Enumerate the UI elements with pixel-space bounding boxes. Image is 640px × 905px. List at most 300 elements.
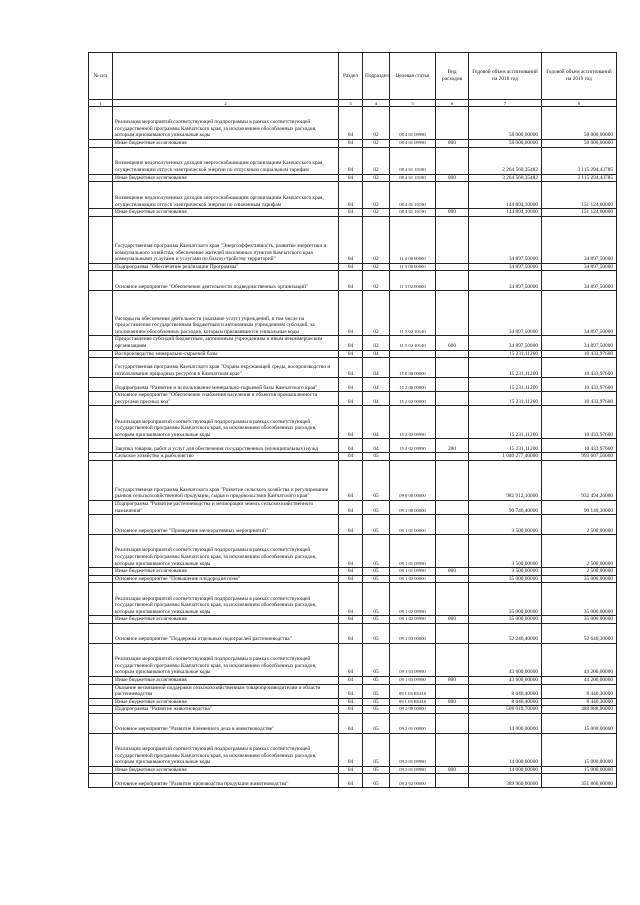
budget-table (88, 52, 617, 788)
row-number (89, 515, 113, 535)
row-name: Основное мероприятие "Развитие племенного дела в животноводстве" (113, 713, 339, 733)
row-podrazdel: 04 (363, 406, 390, 439)
row-name: Иные бюджетные ассигнования (113, 140, 339, 148)
row-podrazdel: 02 (363, 147, 390, 174)
row-expense-type (436, 271, 469, 291)
row-target-article: 09 1 03 R5410 (390, 698, 436, 706)
row-name: Сельское хозяйство и рыболовство (113, 453, 339, 461)
row-podrazdel: 02 (363, 182, 390, 209)
row-target-article: 15 2 02 00000 (390, 392, 436, 406)
row-name: Основное мероприятие "Проведение мелиоративных мероприятий" (113, 515, 339, 535)
row-target-article: 09 1 00 00000 (390, 500, 436, 514)
row-amount-2018: 58 000,00000 (469, 140, 542, 148)
row-number (89, 575, 113, 583)
column-index-row (89, 100, 617, 107)
table-row (89, 140, 617, 148)
row-expense-type (436, 291, 469, 336)
row-amount-2018: 34 897,50000 (469, 216, 542, 263)
column-index: 7 (469, 100, 542, 107)
row-razdel: 04 (339, 568, 363, 576)
table-row (89, 583, 617, 616)
row-razdel: 04 (339, 107, 363, 140)
row-name: Иные бюджетные ассигнования (113, 209, 339, 217)
row-expense-type (436, 460, 469, 500)
row-razdel: 04 (339, 392, 363, 406)
row-number (89, 713, 113, 733)
row-target-article: 08 4 01 10180 (390, 147, 436, 174)
row-razdel: 04 (339, 515, 363, 535)
row-expense-type: 800 (436, 616, 469, 624)
row-amount-2018: 34 897,50000 (469, 336, 542, 350)
table-row (89, 515, 617, 535)
row-amount-2018: 34 897,50000 (469, 263, 542, 271)
row-amount-2018: 34 897,50000 (469, 291, 542, 336)
row-expense-type (436, 358, 469, 378)
row-amount-2019: 8 440,30000 (542, 698, 617, 706)
row-expense-type (436, 406, 469, 439)
column-index: 3 (339, 100, 363, 107)
row-target-article: 11 0 00 00000 (390, 216, 436, 263)
row-amount-2018: 35 000,00000 (469, 616, 542, 624)
row-razdel: 04 (339, 263, 363, 271)
row-amount-2018: 3 500,00000 (469, 515, 542, 535)
row-name: Основное мероприятие "Поддержка отдельных подотраслей растениеводства" (113, 623, 339, 643)
row-amount-2019: 488 888,90000 (542, 706, 617, 714)
row-podrazdel: 05 (363, 460, 390, 500)
header-expense-type: Вид расходов (436, 53, 469, 100)
row-target-article (390, 350, 436, 358)
row-podrazdel: 04 (363, 378, 390, 392)
row-amount-2019: 35 000,00000 (542, 616, 617, 624)
row-amount-2018: 3 264 560,35482 (469, 174, 542, 182)
row-amount-2018: 15 231,11200 (469, 378, 542, 392)
row-target-article: 09 1 03 00000 (390, 623, 436, 643)
row-target-article: 09 2 01 09990 (390, 766, 436, 774)
row-amount-2019: 52 640,30000 (542, 623, 617, 643)
row-razdel: 04 (339, 676, 363, 684)
table-row (89, 263, 617, 271)
column-index: 2 (113, 100, 339, 107)
table-row (89, 453, 617, 461)
row-target-article: 15 2 02 09990 (390, 439, 436, 453)
row-name: Иные бюджетные ассигнования (113, 174, 339, 182)
row-amount-2019: 3 115 294,43785 (542, 174, 617, 182)
row-podrazdel: 05 (363, 774, 390, 788)
row-podrazdel: 02 (363, 209, 390, 217)
table-row (89, 706, 617, 714)
row-razdel: 04 (339, 623, 363, 643)
table-row (89, 406, 617, 439)
row-expense-type (436, 774, 469, 788)
row-number (89, 378, 113, 392)
row-amount-2018: 14 000,00000 (469, 733, 542, 766)
row-name: Реализация мероприятий соответствующей подпрограммы в рамках соответствующей государственной программы Камчатского края, за исключением обособленных расходов, которым присваиваются уникальные коды (113, 535, 339, 568)
row-razdel: 04 (339, 216, 363, 263)
row-amount-2018: 3 500,00000 (469, 535, 542, 568)
row-expense-type: 200 (436, 439, 469, 453)
row-expense-type (436, 733, 469, 766)
table-row (89, 575, 617, 583)
row-number (89, 623, 113, 643)
row-target-article (390, 453, 436, 461)
header-num: № п/п (89, 53, 113, 100)
row-target-article: 11 5 02 10140 (390, 291, 436, 336)
row-amount-2018: 389 960,00000 (469, 774, 542, 788)
row-amount-2019: 10 433,97600 (542, 350, 617, 358)
row-target-article: 11 5 00 00000 (390, 263, 436, 271)
table-row (89, 460, 617, 500)
row-number (89, 733, 113, 766)
row-expense-type: 800 (436, 766, 469, 774)
row-razdel: 04 (339, 336, 363, 350)
row-amount-2019: 34 897,50000 (542, 271, 617, 291)
table-row (89, 350, 617, 358)
row-target-article: 15 0 00 00000 (390, 358, 436, 378)
row-amount-2018: 15 231,11200 (469, 406, 542, 439)
row-razdel: 04 (339, 500, 363, 514)
row-amount-2019: 58 000,00000 (542, 140, 617, 148)
row-podrazdel: 05 (363, 698, 390, 706)
row-podrazdel: 02 (363, 291, 390, 336)
row-name: Подпрограмма "Развитие растениеводства и мелиорации земель сельскохозяйственного назначения" (113, 500, 339, 514)
row-amount-2019: 151 124,60000 (542, 209, 617, 217)
row-amount-2019: 10 433,97600 (542, 358, 617, 378)
row-podrazdel: 02 (363, 174, 390, 182)
row-expense-type (436, 623, 469, 643)
row-name: Подпрограмма "Обеспечение реализации Программы" (113, 263, 339, 271)
row-podrazdel: 05 (363, 453, 390, 461)
table-row (89, 568, 617, 576)
row-amount-2019: 35 000,00000 (542, 575, 617, 583)
row-razdel: 04 (339, 182, 363, 209)
table-row (89, 174, 617, 182)
table-row (89, 271, 617, 291)
row-name: Основное мероприятие "Обеспечение снабжения населения и объектов промышленности ресурсами пресных вод" (113, 392, 339, 406)
row-amount-2019: 34 897,50000 (542, 291, 617, 336)
row-number (89, 643, 113, 676)
row-amount-2019: 2 500,00000 (542, 535, 617, 568)
row-target-article: 09 1 02 09990 (390, 583, 436, 616)
table-row (89, 766, 617, 774)
row-number (89, 676, 113, 684)
row-podrazdel: 05 (363, 568, 390, 576)
row-name: Основное мероприятие "Обеспечение деятельности подведомственных организаций" (113, 271, 339, 291)
row-number (89, 140, 113, 148)
row-podrazdel: 05 (363, 535, 390, 568)
row-amount-2018: 52 246,40000 (469, 623, 542, 643)
row-expense-type (436, 350, 469, 358)
row-podrazdel: 04 (363, 439, 390, 453)
row-amount-2019: 15 000,00000 (542, 766, 617, 774)
row-target-article: 09 2 00 00000 (390, 706, 436, 714)
row-number (89, 684, 113, 698)
table-row (89, 643, 617, 676)
row-expense-type (436, 706, 469, 714)
row-podrazdel: 05 (363, 684, 390, 698)
row-expense-type (436, 713, 469, 733)
row-amount-2019: 351 860,60000 (542, 774, 617, 788)
row-name: Основное мероприятие "Повышение плодородия почв" (113, 575, 339, 583)
row-number (89, 766, 113, 774)
row-number (89, 706, 113, 714)
row-name: Возмещение недополученных доходов энергоснабжающим организациям Камчатского края, осуществляющим отпуск электрической энергии по отпускным социальным тарифам (113, 147, 339, 174)
row-name: Иные бюджетные ассигнования (113, 676, 339, 684)
row-expense-type (436, 575, 469, 583)
row-podrazdel: 05 (363, 616, 390, 624)
row-amount-2018: 982 912,10000 (469, 460, 542, 500)
table-row (89, 378, 617, 392)
row-amount-2018: 90 746,40000 (469, 500, 542, 514)
row-podrazdel: 05 (363, 733, 390, 766)
column-index: 8 (542, 100, 617, 107)
row-target-article: 09 1 03 09990 (390, 643, 436, 676)
table-row (89, 358, 617, 378)
row-number (89, 616, 113, 624)
row-amount-2018: 144 894,10000 (469, 182, 542, 209)
row-expense-type: 800 (436, 140, 469, 148)
row-target-article: 09 1 03 09990 (390, 676, 436, 684)
budget-sheet (88, 52, 616, 788)
row-amount-2018: 15 231,11200 (469, 439, 542, 453)
row-amount-2019: 44 200,00000 (542, 643, 617, 676)
row-expense-type (436, 535, 469, 568)
row-podrazdel: 04 (363, 350, 390, 358)
row-number (89, 568, 113, 576)
row-amount-2019: 34 897,50000 (542, 263, 617, 271)
row-amount-2019: 34 897,50000 (542, 336, 617, 350)
row-amount-2018: 43 600,00000 (469, 676, 542, 684)
row-razdel: 04 (339, 147, 363, 174)
row-razdel: 04 (339, 209, 363, 217)
row-razdel: 04 (339, 535, 363, 568)
row-razdel: 04 (339, 616, 363, 624)
row-amount-2018: 43 600,00000 (469, 643, 542, 676)
row-amount-2019: 993 607,56000 (542, 453, 617, 461)
row-podrazdel: 02 (363, 263, 390, 271)
row-name: Реализация мероприятий соответствующей подпрограммы в рамках соответствующей государственной программы Камчатского края, за исключением обособленных расходов, которым присваиваются уникальные коды (113, 733, 339, 766)
row-name: Расходы на обеспечение деятельности (оказание услуг) учреждений, в том числе на предоставление государственным бюджетным и автономным учреждениям субсидий, за исключением обособленных расходов, которым присваиваются уникальные коды (113, 291, 339, 336)
row-amount-2018: 58 000,00000 (469, 107, 542, 140)
row-target-article: 09 1 01 09990 (390, 535, 436, 568)
row-razdel: 04 (339, 439, 363, 453)
row-amount-2019: 35 000,00000 (542, 583, 617, 616)
table-row (89, 535, 617, 568)
header-target-article: Целевая статья (390, 53, 436, 100)
row-razdel: 04 (339, 774, 363, 788)
row-razdel: 04 (339, 766, 363, 774)
row-name: Предоставление субсидий бюджетным, автономным учреждениям и иным некоммерческим организациям (113, 336, 339, 350)
row-podrazdel: 04 (363, 392, 390, 406)
row-amount-2018: 14 000,00000 (469, 713, 542, 733)
table-row (89, 336, 617, 350)
row-name: Иные бюджетные ассигнования (113, 766, 339, 774)
column-index: 4 (363, 100, 390, 107)
row-razdel: 04 (339, 684, 363, 698)
row-target-article: 08 4 01 10190 (390, 182, 436, 209)
row-target-article: 09 2 01 09990 (390, 733, 436, 766)
row-amount-2018: 508 019,70000 (469, 706, 542, 714)
row-razdel: 04 (339, 698, 363, 706)
row-expense-type: 800 (436, 568, 469, 576)
row-razdel: 04 (339, 174, 363, 182)
row-target-article: 15 2 02 09990 (390, 406, 436, 439)
header-razdel: Раздел (339, 53, 363, 100)
row-name: Подпрограмма "Развитие и использование минерально-сырьевой базы Камчатского края" (113, 378, 339, 392)
row-amount-2019: 10 433,97600 (542, 392, 617, 406)
row-amount-2019: 3 115 294,43785 (542, 147, 617, 174)
row-number (89, 460, 113, 500)
row-number (89, 392, 113, 406)
row-amount-2018: 35 000,00000 (469, 583, 542, 616)
row-amount-2018: 2 264 560,35482 (469, 147, 542, 174)
row-name: Реализация мероприятий соответствующей подпрограммы в рамках соответствующей государственной программы Камчатского края, за исключением обособленных расходов, которым присваиваются уникальные коды (113, 583, 339, 616)
row-razdel: 04 (339, 733, 363, 766)
column-index: 6 (436, 100, 469, 107)
row-number (89, 216, 113, 263)
row-amount-2019: 2 500,00000 (542, 515, 617, 535)
row-number (89, 698, 113, 706)
row-number (89, 500, 113, 514)
row-amount-2019: 58 000,00000 (542, 107, 617, 140)
row-razdel: 04 (339, 575, 363, 583)
row-amount-2018: 15 231,11200 (469, 350, 542, 358)
row-amount-2019: 8 440,30000 (542, 684, 617, 698)
row-number (89, 107, 113, 140)
row-razdel: 04 (339, 140, 363, 148)
row-target-article: 08 4 01 09990 (390, 140, 436, 148)
row-name: Иные бюджетные ассигнования (113, 698, 339, 706)
row-podrazdel: 05 (363, 623, 390, 643)
table-row (89, 107, 617, 140)
row-target-article: 09 1 01 00000 (390, 515, 436, 535)
header-amount-2018: Годовой объем ассигнований на 2018 год (469, 53, 542, 100)
row-expense-type (436, 500, 469, 514)
row-target-article: 09 1 02 09990 (390, 616, 436, 624)
row-amount-2018: 34 897,50000 (469, 271, 542, 291)
row-number (89, 774, 113, 788)
table-row (89, 209, 617, 217)
row-amount-2018: 15 231,11200 (469, 392, 542, 406)
header-name (113, 53, 339, 100)
row-podrazdel: 05 (363, 713, 390, 733)
row-name: Иные бюджетные ассигнования (113, 568, 339, 576)
row-expense-type (436, 182, 469, 209)
row-podrazdel: 05 (363, 706, 390, 714)
row-number (89, 209, 113, 217)
row-expense-type (436, 216, 469, 263)
row-razdel: 04 (339, 706, 363, 714)
row-name: Закупка товаров, работ и услуг для обеспечения государственных (муниципальных) нужд (113, 439, 339, 453)
row-podrazdel: 05 (363, 515, 390, 535)
row-razdel: 04 (339, 713, 363, 733)
table-row (89, 147, 617, 174)
row-amount-2018: 8 646,40000 (469, 684, 542, 698)
table-row (89, 182, 617, 209)
row-amount-2019: 90 140,30000 (542, 500, 617, 514)
row-expense-type: 800 (436, 174, 469, 182)
table-row (89, 392, 617, 406)
row-target-article: 09 2 02 00000 (390, 774, 436, 788)
row-amount-2019: 932 494,26000 (542, 460, 617, 500)
row-target-article: 11 5 02 00000 (390, 271, 436, 291)
row-name: Реализация мероприятий соответствующей подпрограммы в рамках соответствующей государственной программы Камчатского края, за исключением обособленных расходов, которым присваиваются уникальные коды (113, 107, 339, 140)
row-podrazdel: 05 (363, 676, 390, 684)
row-expense-type (436, 392, 469, 406)
row-number (89, 263, 113, 271)
table-row (89, 291, 617, 336)
row-target-article: 08 4 01 10190 (390, 209, 436, 217)
row-podrazdel: 02 (363, 271, 390, 291)
row-expense-type: 800 (436, 698, 469, 706)
row-name: Государственная программа Камчатского края "Охрана окружающей среды, воспроизводство и использование природных ресурсов в Камчатском крае" (113, 358, 339, 378)
column-index: 1 (89, 100, 113, 107)
row-number (89, 358, 113, 378)
row-podrazdel: 02 (363, 107, 390, 140)
row-number (89, 291, 113, 336)
row-amount-2019: 10 433,97600 (542, 406, 617, 439)
row-expense-type: 600 (436, 336, 469, 350)
row-razdel: 04 (339, 358, 363, 378)
row-name: Государственная программа Камчатского края "Энергоэффективность, развитие энергетики и коммунального хозяйства, обеспечение жителей населенных пунктов Камчатского края коммунальными услугами и услугами по благоустройству территорий" (113, 216, 339, 263)
row-amount-2019: 44 200,00000 (542, 676, 617, 684)
row-target-article: 08 4 01 09990 (390, 107, 436, 140)
row-amount-2019: 34 897,50000 (542, 216, 617, 263)
row-target-article: 09 1 02 00000 (390, 575, 436, 583)
row-razdel: 04 (339, 453, 363, 461)
row-name: Подпрограмма "Развитие животноводства" (113, 706, 339, 714)
row-name: Возмещение недополученных доходов энергоснабжающим организациям Камчатского края, осуществляющим отпуск электрической энергии по сниженным тарифам (113, 182, 339, 209)
row-razdel: 04 (339, 460, 363, 500)
row-podrazdel: 05 (363, 766, 390, 774)
row-number (89, 406, 113, 439)
table-row (89, 733, 617, 766)
table-row (89, 713, 617, 733)
row-target-article: 08 4 01 10180 (390, 174, 436, 182)
row-podrazdel: 02 (363, 216, 390, 263)
row-podrazdel: 02 (363, 140, 390, 148)
row-target-article: 11 5 02 10140 (390, 336, 436, 350)
row-amount-2018: 1 040 277,40000 (469, 453, 542, 461)
row-amount-2019: 151 124,60000 (542, 182, 617, 209)
row-razdel: 04 (339, 406, 363, 439)
row-name: Оказание несвязанной поддержки сельскохозяйственным товаропроизводителям в области растениеводства (113, 684, 339, 698)
table-row (89, 500, 617, 514)
row-name: Государственная программа Камчатского края "Развитие сельского хозяйства и регулирование рынков сельскохозяйственной продукции, сырья и продовольствия Камчатского края" (113, 460, 339, 500)
row-expense-type (436, 263, 469, 271)
table-row (89, 676, 617, 684)
row-number (89, 182, 113, 209)
row-podrazdel: 05 (363, 500, 390, 514)
row-podrazdel: 04 (363, 358, 390, 378)
row-expense-type (436, 643, 469, 676)
row-amount-2019: 10 433,97600 (542, 378, 617, 392)
row-number (89, 336, 113, 350)
row-name: Основное мероприятие "Развитие производства продукции животноводства" (113, 774, 339, 788)
table-row (89, 439, 617, 453)
row-name: Реализация мероприятий соответствующей подпрограммы в рамках соответствующей государственной программы Камчатского края, за исключением обособленных расходов, которым присваиваются уникальные коды (113, 643, 339, 676)
row-target-article: 09 0 00 00000 (390, 460, 436, 500)
table-row (89, 698, 617, 706)
row-expense-type (436, 515, 469, 535)
row-expense-type (436, 684, 469, 698)
row-amount-2018: 15 231,11200 (469, 358, 542, 378)
row-target-article: 09 1 01 09990 (390, 568, 436, 576)
table-row (89, 774, 617, 788)
row-expense-type (436, 583, 469, 616)
row-razdel: 04 (339, 271, 363, 291)
row-podrazdel: 05 (363, 583, 390, 616)
table-row (89, 216, 617, 263)
